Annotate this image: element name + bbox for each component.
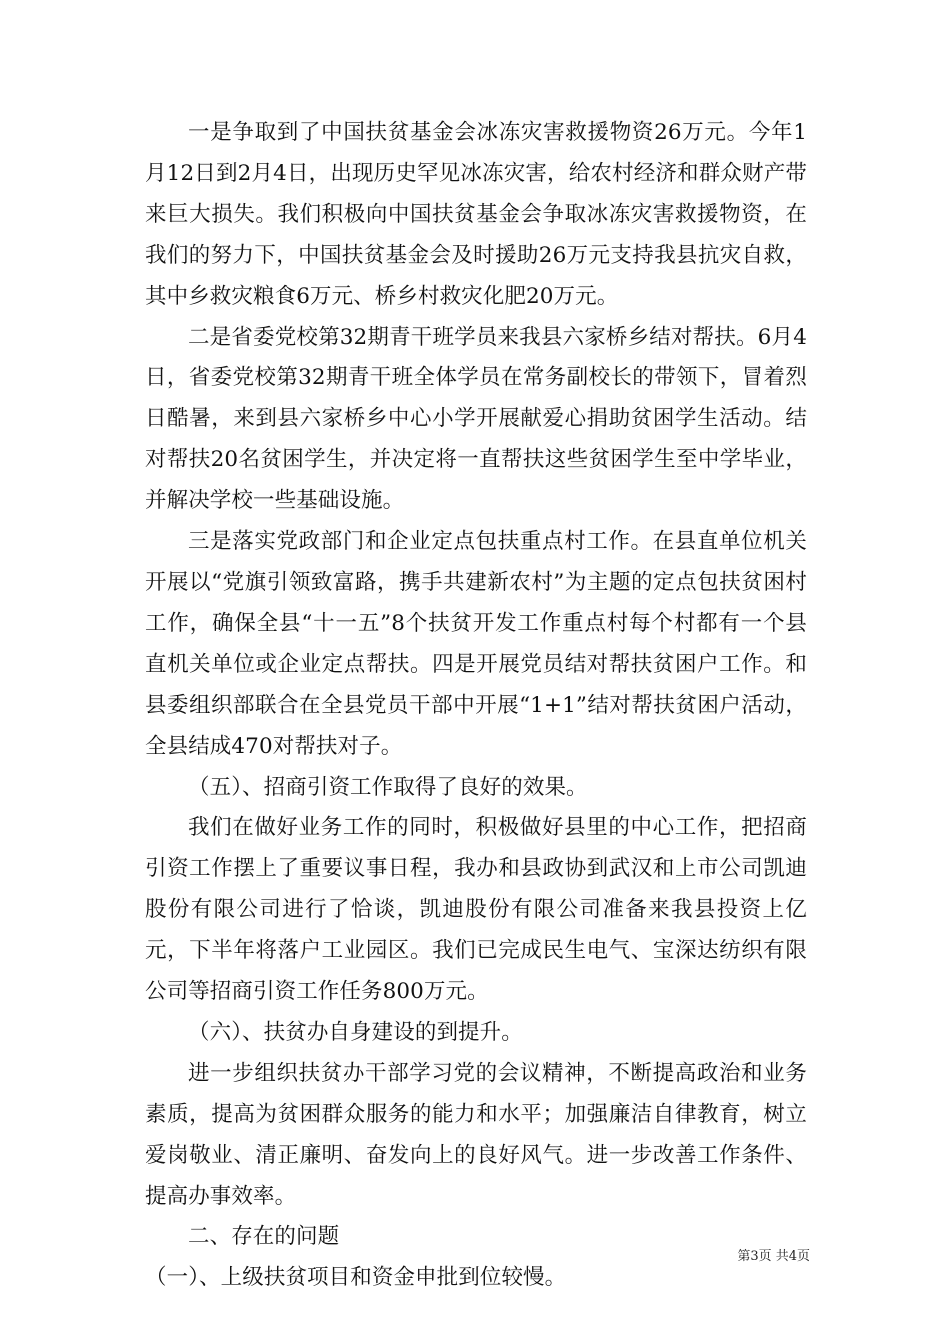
section-heading-slow-approval: （一）、上级扶贫项目和资金申批到位较慢。 [145,1265,567,1291]
section-heading-existing-problems: 二、存在的问题 [188,1224,340,1250]
paragraph-party-school-assistance: 二是省委党校第32期青干班学员来我县六家桥乡结对帮扶。6月4日，省委党校第32期青干班全体学员在常务副校长的带领下，冒着烈日酷暑，来到县六家桥乡中心小学开展献爱心捐助贫困学生活动。结对帮扶20名贫困学生，并决定将一直帮扶这些贫困学生至中学毕业，并解决学校一些基础设施。 [145,324,807,514]
section-heading-self-building: （六）、扶贫办自身建设的到提升。 [188,1019,523,1045]
section-heading-investment: （五）、招商引资工作取得了良好的效果。 [188,774,588,800]
paragraph-designated-village-support: 三是落实党政部门和企业定点包扶重点村工作。在县直单位机关开展以“党旗引领致富路，携手共建新农村”为主题的定点包扶贫困村工作，确保全县“十一五”8个扶贫开发工作重点村每个村都有一个县直机关单位或企业定点帮扶。四是开展党员结对帮扶贫困户工作。和县委组织部联合在全县党员干部中开展“1+1”结对帮扶贫困户活动，全县结成470对帮扶对子。 [145,529,807,759]
paragraph-poverty-foundation-aid: 一是争取到了中国扶贫基金会冰冻灾害救援物资26万元。今年1月12日到2月4日，出现历史罕见冰冻灾害，给农村经济和群众财产带来巨大损失。我们积极向中国扶贫基金会争取冰冻灾害救援物资，在我们的努力下，中国扶贫基金会及时援助26万元支持我县抗灾自救，其中乡救灾粮食6万元、桥乡村救灾化肥20万元。 [145,120,807,309]
document-body [145,113,807,1299]
paragraph-investment-results: 我们在做好业务工作的同时，积极做好县里的中心工作，把招商引资工作摆上了重要议事日程，我办和县政协到武汉和上市公司凯迪股份有限公司进行了恰谈，凯迪股份有限公司准备来我县投资上亿元，下半年将落户工业园区。我们已完成民生电气、宝深达纺织有限公司等招商引资工作任务800万元。 [145,815,807,1005]
page-number: 第3页 共4页 [737,1249,810,1264]
paragraph-self-building: 进一步组织扶贫办干部学习党的会议精神，不断提高政治和业务素质，提高为贫困群众服务的能力和水平；加强廉洁自律教育，树立爱岗敬业、清正廉明、奋发向上的良好风气。进一步改善工作条件、提高办事效率。 [145,1060,807,1209]
